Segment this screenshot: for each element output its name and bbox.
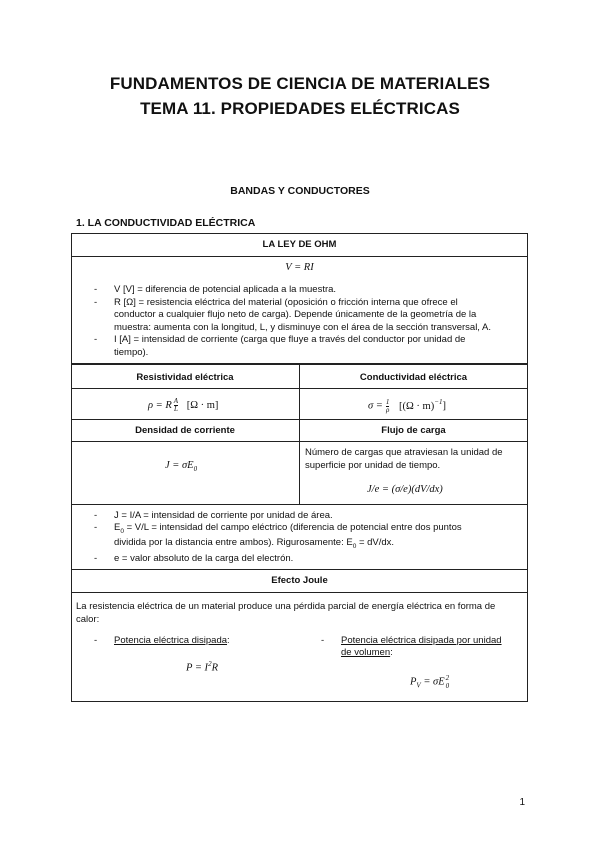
power-dissipated-label: Potencia eléctrica disipada: bbox=[114, 635, 230, 646]
bullet-dash: - bbox=[94, 522, 98, 533]
joule-text: La resistencia eléctrica de un material produce una pérdida parcial de energía eléctrica en forma de bbox=[76, 601, 496, 612]
divider bbox=[71, 256, 528, 257]
document-title-line2: TEMA 11. PROPIEDADES ELÉCTRICAS bbox=[140, 99, 460, 118]
bullet-dash: - bbox=[94, 510, 98, 521]
ohm-bullet-resistance: R [Ω] = resistencia eléctrica del material (oposición o fricción interna que ofrece el bbox=[114, 297, 458, 308]
power-dissipated-formula: $P = I^2R$ bbox=[186, 660, 218, 674]
ohm-bullet-current-cont: tiempo). bbox=[114, 347, 149, 358]
resistivity-title: Resistividad eléctrica bbox=[136, 372, 234, 383]
def-electric-field-cont: dividida por la distancia entre ambos). Rigurosamente: $E_0 = dV/dx$. bbox=[114, 537, 395, 550]
ohm-bullet-voltage: V [V] = diferencia de potencial aplicada a la muestra. bbox=[114, 284, 337, 295]
page-number: 1 bbox=[519, 797, 525, 808]
charge-flow-formula: J/e = (σ/e)(dV/dx) bbox=[367, 484, 443, 495]
divider bbox=[71, 592, 528, 593]
ohm-bullet-resistance-cont: muestra: aumenta con la longitud, L, y disminuye con el área de la sección transversal, A. bbox=[114, 322, 492, 333]
resistivity-formula: ρ = R $\frac{A}{L}$ [Ω · m] bbox=[148, 397, 219, 413]
ohm-bullet-current: I [A] = intensidad de corriente (carga que fluye a través del conductor por unidad de bbox=[114, 334, 466, 345]
divider bbox=[71, 388, 528, 389]
bullet-dash: - bbox=[94, 334, 98, 345]
document-title-line1: FUNDAMENTOS DE CIENCIA DE MATERIALES bbox=[109, 74, 491, 93]
conductivity-title: Conductividad eléctrica bbox=[359, 372, 468, 383]
joule-effect-title: Efecto Joule bbox=[271, 575, 328, 586]
subtitle: BANDAS Y CONDUCTORES bbox=[230, 185, 370, 197]
section-heading: 1. LA CONDUCTIVIDAD ELÉCTRICA bbox=[76, 217, 256, 229]
power-volume-formula: $P_V = \sigma E$ 2 0 bbox=[410, 674, 450, 690]
ohm-bullet-resistance-cont: conductor a cualquier flujo neto de carga). Depende únicamente de la geometría de la bbox=[114, 309, 477, 320]
bullet-dash: - bbox=[94, 297, 98, 308]
def-electric-field: $E_0 = V/L$ = intensidad del campo eléctrico (diferencia de potencial entre dos puntos bbox=[114, 522, 462, 535]
power-volume-label-cont: de volumen: bbox=[341, 647, 393, 658]
ohm-law-title: LA LEY DE OHM bbox=[262, 239, 337, 250]
ohm-law-formula: V = RI bbox=[285, 262, 314, 273]
current-density-title: Densidad de corriente bbox=[135, 425, 235, 436]
power-volume-label: Potencia eléctrica disipada por unidad bbox=[341, 635, 502, 646]
divider bbox=[71, 441, 528, 442]
conductivity-formula: σ = $\frac{1}{\rho}$ $[(\Omega \cdot m)^{-1}]$ bbox=[368, 397, 446, 414]
bullet-dash: - bbox=[94, 553, 98, 564]
joule-text: calor: bbox=[76, 614, 100, 625]
def-electron-charge: e = valor absoluto de la carga del electrón. bbox=[114, 553, 294, 564]
def-current-density: J = I/A = intensidad de corriente por unidad de área. bbox=[114, 510, 333, 521]
bullet-dash: - bbox=[94, 635, 98, 646]
charge-flow-text: Número de cargas que atraviesan la unidad de bbox=[305, 447, 503, 458]
bullet-dash: - bbox=[321, 635, 325, 646]
charge-flow-text: superficie por unidad de tiempo. bbox=[305, 460, 441, 471]
bullet-dash: - bbox=[94, 284, 98, 295]
current-density-formula: $J = \sigma E_0$ bbox=[165, 460, 198, 474]
charge-flow-title: Flujo de carga bbox=[381, 425, 446, 436]
